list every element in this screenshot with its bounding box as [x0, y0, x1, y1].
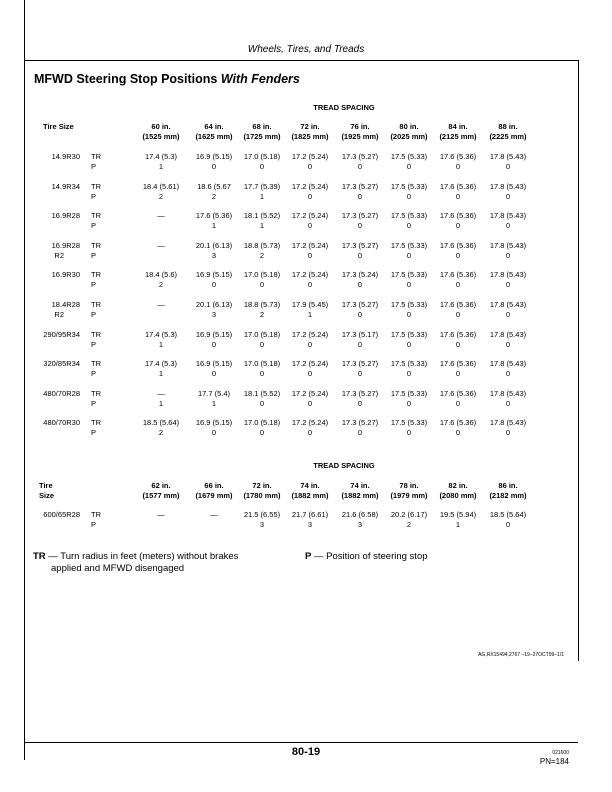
- stop-position-value: 0: [307, 280, 313, 290]
- turn-radius-value: 17.8 (5.43): [489, 359, 527, 369]
- turn-radius-value: 17.5 (5.33): [390, 329, 428, 339]
- stop-position-value: 1: [307, 310, 313, 319]
- tire-size: 18.4R28: [51, 300, 80, 309]
- stop-position-value: 0: [505, 428, 511, 438]
- turn-radius-value: —: [157, 240, 165, 250]
- turn-radius-value: 17.6 (5.36): [439, 240, 477, 250]
- turn-radius-value: —: [210, 510, 218, 519]
- column-header-in: 76 in.: [350, 122, 370, 131]
- stop-position-value: 0: [357, 221, 363, 231]
- column-header-in: 80 in.: [399, 122, 419, 131]
- turn-radius-value: 17.8 (5.43): [489, 300, 527, 309]
- stop-position-value: 0: [455, 398, 461, 408]
- turn-radius-value: 21.6 (6.58): [341, 510, 379, 519]
- top-left-margin-rule: [24, 0, 25, 60]
- turn-radius-value: 17.3 (5.27): [341, 240, 379, 250]
- column-header-in: 66 in.: [204, 481, 224, 490]
- stop-position-value: 1: [455, 520, 461, 529]
- turn-radius-value: 17.4 (5.3): [144, 152, 178, 161]
- column-header-mm: (1679 mm): [195, 491, 233, 500]
- turn-radius-value: 17.8 (5.43): [489, 418, 527, 428]
- stop-position-value: 0: [307, 398, 313, 408]
- stop-position-value: 0: [455, 428, 461, 438]
- turn-radius-value: 17.6 (5.36): [439, 418, 477, 428]
- stop-position-value: 0: [307, 428, 313, 438]
- stop-position-value: 0: [307, 162, 313, 171]
- turn-radius-value: 17.6 (5.36): [439, 152, 477, 161]
- turn-radius-value: 17.8 (5.43): [489, 329, 527, 339]
- p-code: P: [91, 369, 97, 379]
- turn-radius-value: 17.3 (5.27): [341, 152, 379, 161]
- turn-radius-value: 17.5 (5.33): [390, 418, 428, 428]
- stop-position-value: 2: [158, 428, 164, 438]
- stop-position-value: 0: [259, 339, 265, 349]
- p-code: P: [91, 191, 97, 201]
- p-code: P: [91, 250, 97, 260]
- tread-spacing-label: TREAD SPACING: [313, 103, 375, 112]
- stop-position-value: 2: [211, 191, 217, 201]
- p-code: P: [91, 428, 97, 438]
- stop-position-value: 0: [406, 250, 412, 260]
- legend-p-key: P: [305, 551, 312, 562]
- column-header-in: 82 in.: [448, 481, 468, 490]
- legend-tr-text-cont: applied and MFWD disengaged: [51, 563, 185, 574]
- p-code: P: [91, 339, 97, 349]
- column-header-mm: (1525 mm): [142, 132, 180, 141]
- stop-position-value: 0: [406, 428, 412, 438]
- turn-radius-value: —: [157, 510, 165, 519]
- stop-position-value: 1: [158, 339, 164, 349]
- column-header-in: 62 in.: [151, 481, 171, 490]
- turn-radius-value: 17.4 (5.3): [144, 359, 178, 369]
- tr-code: TR: [91, 329, 101, 339]
- stop-position-value: 0: [307, 250, 313, 260]
- column-header-in: 72 in.: [252, 481, 272, 490]
- turn-radius-value: 17.5 (5.33): [390, 240, 428, 250]
- turn-radius-value: 18.8 (5.73): [243, 300, 281, 309]
- stop-position-value: 0: [505, 250, 511, 260]
- turn-radius-value: 20.2 (6.17): [390, 510, 428, 519]
- stop-position-value: 0: [259, 162, 265, 171]
- tire-size: 14.9R34: [51, 181, 80, 191]
- p-code: P: [91, 520, 97, 529]
- turn-radius-value: 17.4 (5.3): [144, 329, 178, 339]
- stop-position-value: 0: [406, 369, 412, 379]
- tr-code: TR: [91, 300, 101, 309]
- turn-radius-value: 17.8 (5.43): [489, 270, 527, 280]
- turn-radius-value: 17.7 (5.39): [243, 181, 281, 191]
- stop-position-value: 0: [505, 398, 511, 408]
- turn-radius-value: 17.0 (5.18): [243, 270, 281, 280]
- column-header-mm: (1780 mm): [243, 491, 281, 500]
- p-code: P: [91, 162, 97, 171]
- stop-position-value: 3: [211, 250, 217, 260]
- stop-position-value: 0: [357, 428, 363, 438]
- turn-radius-value: 17.6 (5.36): [439, 300, 477, 309]
- stop-position-value: 0: [406, 162, 412, 171]
- stop-position-value: 0: [505, 221, 511, 231]
- turn-radius-value: 16.9 (5.15): [195, 418, 233, 428]
- turn-radius-value: 17.5 (5.33): [390, 300, 428, 309]
- stop-position-value: 0: [211, 280, 217, 290]
- tire-size: 14.9R30: [51, 152, 80, 161]
- stop-position-value: 0: [455, 250, 461, 260]
- turn-radius-value: 17.2 (5.24): [291, 418, 329, 428]
- turn-radius-value: 17.6 (5.36): [439, 329, 477, 339]
- tire-type: R2: [54, 310, 64, 319]
- stop-position-value: 0: [455, 221, 461, 231]
- turn-radius-value: 17.3 (5.27): [341, 300, 379, 309]
- p-code: P: [91, 398, 97, 408]
- stop-position-value: 2: [158, 191, 164, 201]
- turn-radius-value: 17.6 (5.36): [439, 270, 477, 280]
- stop-position-value: 0: [357, 280, 363, 290]
- turn-radius-value: 17.2 (5.24): [291, 270, 329, 280]
- stop-position-value: 0: [505, 191, 511, 201]
- column-header-in: 84 in.: [448, 122, 468, 131]
- turn-radius-value: 16.9 (5.15): [195, 359, 233, 369]
- stop-position-value: 0: [211, 428, 217, 438]
- stop-position-value: 0: [505, 520, 511, 529]
- turn-radius-value: 18.8 (5.73): [243, 240, 281, 250]
- turn-radius-value: 17.6 (5.36): [195, 211, 233, 221]
- frame-top-rule: [24, 60, 578, 61]
- turn-radius-value: 17.2 (5.24): [291, 240, 329, 250]
- tr-code: TR: [91, 359, 101, 369]
- column-header-in: 86 in.: [498, 481, 518, 490]
- turn-radius-value: 17.6 (5.36): [439, 359, 477, 369]
- stop-position-value: 0: [357, 398, 363, 408]
- tire-size: 16.9R28: [51, 211, 80, 221]
- stop-position-value: 1: [158, 398, 164, 408]
- stop-position-value: 0: [505, 369, 511, 379]
- p-code: P: [91, 280, 97, 290]
- tire-size: 600/65R28: [43, 510, 80, 519]
- stop-position-value: 0: [406, 398, 412, 408]
- turn-radius-value: 17.2 (5.24): [291, 329, 329, 339]
- column-header-mm: (1577 mm): [142, 491, 180, 500]
- stop-position-value: 0: [406, 310, 412, 319]
- column-header-in: 72 in.: [300, 122, 320, 131]
- column-header-mm: (2182 mm): [489, 491, 527, 500]
- turn-radius-value: 17.2 (5.24): [291, 211, 329, 221]
- stop-position-value: 1: [211, 221, 217, 231]
- tr-code: TR: [91, 510, 101, 519]
- column-header-in: 74 in.: [350, 481, 370, 490]
- legend-p: [305, 551, 428, 563]
- turn-radius-value: 17.5 (5.33): [390, 270, 428, 280]
- stop-position-value: 0: [259, 369, 265, 379]
- document-reference: AG,RX15494,2767 –19–27OCT99–1/1: [478, 652, 564, 658]
- turn-radius-value: 18.5 (5.64): [142, 418, 180, 428]
- stop-position-value: 3: [211, 310, 217, 319]
- turn-radius-value: 17.5 (5.33): [390, 359, 428, 369]
- turn-radius-value: 20.1 (6.13): [195, 300, 233, 309]
- turn-radius-value: 17.5 (5.33): [390, 181, 428, 191]
- stop-position-value: 0: [406, 280, 412, 290]
- p-code: P: [91, 310, 97, 319]
- stop-position-value: 0: [455, 162, 461, 171]
- stop-position-value: 0: [211, 339, 217, 349]
- turn-radius-value: 16.9 (5.15): [195, 152, 233, 161]
- turn-radius-value: 17.3 (5.27): [341, 211, 379, 221]
- stop-position-value: 0: [211, 162, 217, 171]
- legend-tr-key: TR: [33, 551, 46, 562]
- stop-position-value: 0: [505, 162, 511, 171]
- turn-radius-value: 21.5 (6.55): [243, 510, 281, 519]
- turn-radius-value: 19.5 (5.94): [439, 510, 477, 519]
- turn-radius-value: 17.3 (5.27): [341, 418, 379, 428]
- tire-type: R2: [54, 250, 64, 260]
- stop-position-value: 2: [406, 520, 412, 529]
- turn-radius-value: 18.5 (5.64): [489, 510, 527, 519]
- turn-radius-value: —: [157, 300, 165, 309]
- turn-radius-value: 17.5 (5.33): [390, 211, 428, 221]
- turn-radius-value: 17.2 (5.24): [291, 359, 329, 369]
- page-number: 80-19: [291, 746, 321, 758]
- tr-code: TR: [91, 418, 101, 428]
- turn-radius-value: 17.8 (5.43): [489, 211, 527, 221]
- size-header: Size: [39, 491, 55, 500]
- footer-pn: PN=184: [539, 757, 569, 766]
- section-title-main: MFWD Steering Stop Positions: [34, 72, 221, 86]
- stop-position-value: 0: [307, 369, 313, 379]
- turn-radius-value: 17.2 (5.24): [291, 152, 329, 161]
- column-header-in: 60 in.: [151, 122, 171, 131]
- column-header-mm: (2125 mm): [439, 132, 477, 141]
- stop-position-value: 0: [307, 339, 313, 349]
- turn-radius-value: 17.5 (5.33): [390, 388, 428, 398]
- tire-size: 320/85R34: [43, 359, 80, 369]
- column-header-in: 68 in.: [252, 122, 272, 131]
- column-header-mm: (1882 mm): [341, 491, 379, 500]
- turn-radius-value: —: [157, 388, 165, 398]
- column-header-mm: (1979 mm): [390, 491, 428, 500]
- stop-position-value: 2: [259, 310, 265, 319]
- stop-position-value: 0: [357, 250, 363, 260]
- turn-radius-value: 18.4 (5.6): [144, 270, 178, 280]
- stop-position-value: 0: [357, 310, 363, 319]
- stop-position-value: 3: [357, 520, 363, 529]
- tire-size: 480/70R30: [43, 418, 80, 428]
- stop-position-value: 0: [406, 221, 412, 231]
- tire-size: 290/95R34: [43, 329, 80, 339]
- turn-radius-value: 17.8 (5.43): [489, 240, 527, 250]
- tr-code: TR: [91, 388, 101, 398]
- turn-radius-value: 17.3 (5.27): [341, 359, 379, 369]
- turn-radius-value: 17.9 (5.45): [291, 300, 329, 309]
- stop-position-value: 0: [505, 339, 511, 349]
- stop-position-value: 2: [158, 280, 164, 290]
- stop-position-value: 0: [455, 280, 461, 290]
- turn-radius-value: 16.9 (5.15): [195, 270, 233, 280]
- section-title: [34, 72, 300, 86]
- bottom-left-margin-rule: [24, 660, 25, 760]
- turn-radius-value: 17.2 (5.24): [291, 388, 329, 398]
- turn-radius-value: 18.6 (5.67: [197, 181, 231, 191]
- stop-position-value: 1: [259, 221, 265, 231]
- tr-code: TR: [91, 181, 101, 191]
- turn-radius-value: 18.1 (5.52): [243, 388, 281, 398]
- column-header-mm: (2080 mm): [439, 491, 477, 500]
- stop-position-value: 0: [406, 191, 412, 201]
- tread-spacing-label: TREAD SPACING: [313, 461, 375, 470]
- stop-position-value: 0: [259, 280, 265, 290]
- legend-tr: [33, 551, 238, 575]
- stop-position-value: 0: [505, 280, 511, 290]
- turn-radius-value: 20.1 (6.13): [195, 240, 233, 250]
- stop-position-value: 0: [455, 310, 461, 319]
- column-header-in: 78 in.: [399, 481, 419, 490]
- column-header-mm: (1925 mm): [341, 132, 379, 141]
- column-header-mm: (2025 mm): [390, 132, 428, 141]
- tr-code: TR: [91, 152, 101, 161]
- stop-position-value: 2: [259, 250, 265, 260]
- footer-code: 021600: [552, 750, 569, 756]
- tire-header: Tire: [39, 481, 53, 490]
- stop-position-value: 3: [259, 520, 265, 529]
- column-header-in: 74 in.: [300, 481, 320, 490]
- stop-position-value: 0: [455, 369, 461, 379]
- turn-radius-value: 17.0 (5.18): [243, 418, 281, 428]
- tr-code: TR: [91, 211, 101, 221]
- turn-radius-value: 17.7 (5.4): [197, 388, 231, 398]
- tire-size-header: Tire Size: [43, 122, 74, 131]
- column-header-in: 88 in.: [498, 122, 518, 131]
- turn-radius-value: —: [157, 211, 165, 221]
- page-header-title: Wheels, Tires, and Treads: [247, 44, 365, 55]
- legend-p-text: — Position of steering stop: [311, 551, 428, 562]
- turn-radius-value: 17.0 (5.18): [243, 359, 281, 369]
- tire-size: 480/70R28: [43, 388, 80, 398]
- turn-radius-value: 17.8 (5.43): [489, 181, 527, 191]
- turn-radius-value: 17.0 (5.18): [243, 329, 281, 339]
- turn-radius-value: 17.6 (5.36): [439, 211, 477, 221]
- turn-radius-value: 17.8 (5.43): [489, 152, 527, 161]
- footer-rule: [24, 742, 578, 743]
- stop-position-value: 1: [158, 369, 164, 379]
- column-header-mm: (1882 mm): [291, 491, 329, 500]
- turn-radius-value: 17.0 (5.18): [243, 152, 281, 161]
- stop-position-value: 0: [455, 339, 461, 349]
- turn-radius-value: 17.3 (5.24): [341, 270, 379, 280]
- tr-code: TR: [91, 240, 101, 250]
- stop-position-value: 0: [259, 428, 265, 438]
- stop-position-value: 1: [158, 162, 164, 171]
- turn-radius-value: 17.8 (5.43): [489, 388, 527, 398]
- column-header-mm: (1625 mm): [195, 132, 233, 141]
- legend-tr-text: — Turn radius in feet (meters) without brakes: [45, 551, 239, 562]
- stop-position-value: 0: [357, 191, 363, 201]
- stop-position-value: 0: [259, 398, 265, 408]
- stop-position-value: 0: [357, 369, 363, 379]
- turn-radius-value: 17.6 (5.36): [439, 181, 477, 191]
- tire-size: 16.9R30: [51, 270, 80, 280]
- turn-radius-value: 18.1 (5.52): [243, 211, 281, 221]
- stop-position-value: 0: [357, 339, 363, 349]
- stop-position-value: 0: [211, 369, 217, 379]
- turn-radius-value: 17.2 (5.24): [291, 181, 329, 191]
- stop-position-value: 0: [455, 191, 461, 201]
- turn-radius-value: 17.3 (5.27): [341, 181, 379, 191]
- turn-radius-value: 21.7 (6.61): [291, 510, 329, 519]
- tr-code: TR: [91, 270, 101, 280]
- p-code: P: [91, 221, 97, 231]
- turn-radius-value: 18.4 (5.61): [142, 181, 180, 191]
- turn-radius-value: 16.9 (5.15): [195, 329, 233, 339]
- stop-position-value: 3: [307, 520, 313, 529]
- turn-radius-value: 17.5 (5.33): [390, 152, 428, 161]
- stop-position-value: 0: [406, 339, 412, 349]
- stop-position-value: 0: [307, 191, 313, 201]
- stop-position-value: 0: [505, 310, 511, 319]
- turn-radius-value: 17.3 (5.27): [341, 388, 379, 398]
- column-header-in: 64 in.: [204, 122, 224, 131]
- turn-radius-value: 17.3 (5.17): [341, 329, 379, 339]
- column-header-mm: (2225 mm): [489, 132, 527, 141]
- stop-position-value: 0: [357, 162, 363, 171]
- stop-position-value: 1: [211, 398, 217, 408]
- section-title-emphasis: With Fenders: [220, 72, 300, 86]
- stop-position-value: 1: [259, 191, 265, 201]
- column-header-mm: (1725 mm): [243, 132, 281, 141]
- tire-size: 16.9R28: [51, 240, 80, 250]
- turn-radius-value: 17.6 (5.36): [439, 388, 477, 398]
- column-header-mm: (1825 mm): [291, 132, 329, 141]
- stop-position-value: 0: [307, 221, 313, 231]
